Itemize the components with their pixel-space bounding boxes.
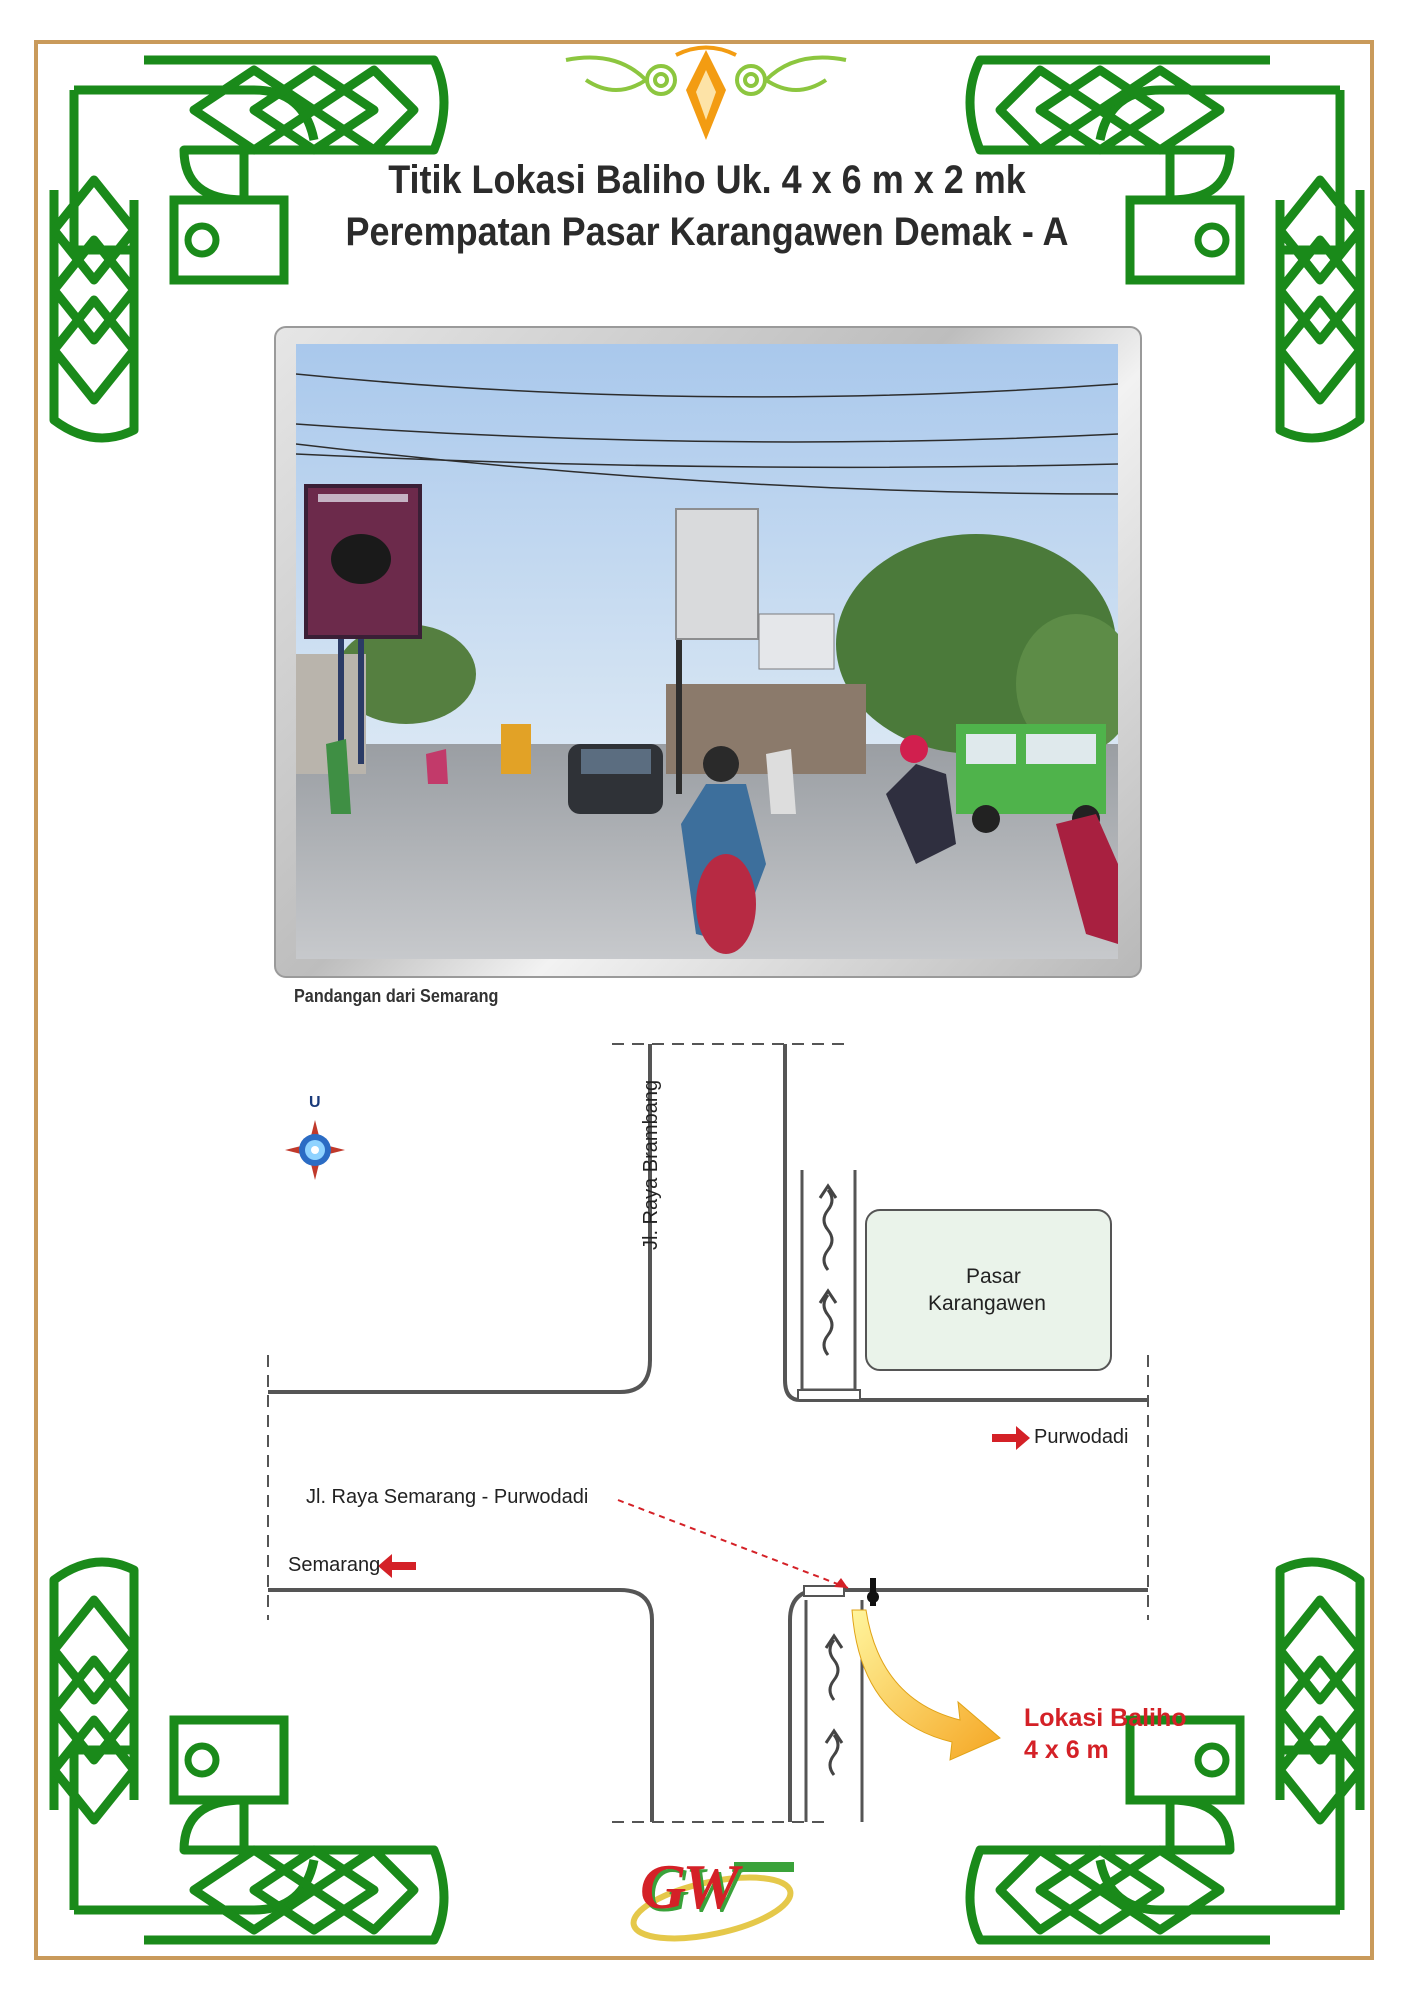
- street-label-vertical: Jl. Raya Brambang: [640, 1079, 662, 1250]
- billboard-location-title: Lokasi Baliho: [1024, 1704, 1187, 1732]
- street-photo: [296, 344, 1118, 959]
- market-label-line1: Pasar: [966, 1265, 1021, 1288]
- billboard-location-label: [1024, 1702, 1187, 1766]
- compass-icon: [285, 1120, 345, 1180]
- compass-label: U: [309, 1094, 321, 1111]
- company-logo-text: GW: [640, 1851, 736, 1922]
- ornament-top-center: [556, 40, 856, 150]
- street-label-horizontal: Jl. Raya Semarang - Purwodadi: [306, 1486, 589, 1508]
- billboard-location-size: 4 x 6 m: [1024, 1736, 1109, 1764]
- location-map: [0, 1030, 1414, 1930]
- market-label-line2: Karangawen: [928, 1292, 1046, 1315]
- page-title-line2: Perempatan Pasar Karangawen Demak - A: [345, 210, 1069, 254]
- photo-caption: Pandangan dari Semarang: [294, 986, 499, 1006]
- direction-label-purwodadi: Purwodadi: [1034, 1426, 1129, 1448]
- direction-label-semarang: Semarang: [288, 1554, 381, 1576]
- page-title-line1: Titik Lokasi Baliho Uk. 4 x 6 m x 2 mk: [388, 158, 1026, 202]
